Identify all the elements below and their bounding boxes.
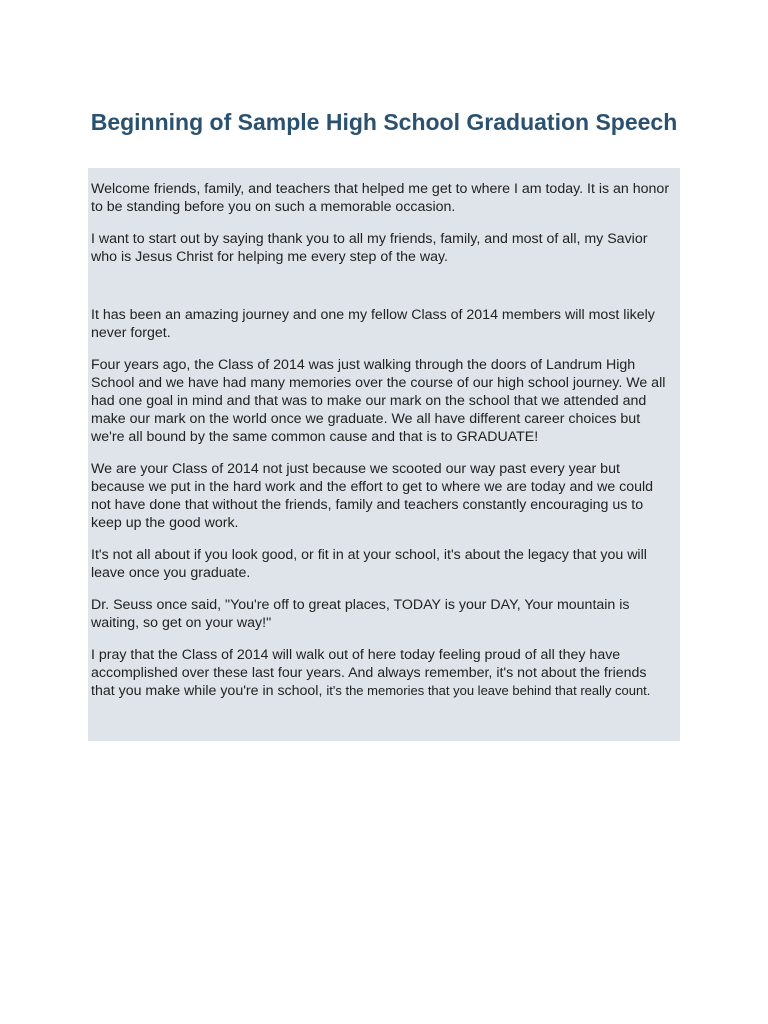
paragraph-journey: It has been an amazing journey and one my fellow Class of 2014 members will most likely never forget. (91, 307, 655, 341)
paragraph-four-years-ago: Four years ago, the Class of 2014 was just walking through the doors of Landrum High School and we have had many memories over the course of our high school journey. We all had one goal in mind and that was to make our mark on the school that we attended and make our mark on the world once we graduate. We all have different career choices but we're all bound by the same common cause and that is to GRADUATE! (91, 357, 666, 445)
paragraph-class-of-2014: We are your Class of 2014 not just because we scooted our way past every year but because we put in the hard work and the effort to get to where we are today and we could not have done that without the friends, family and teachers constantly encouraging us to keep up the good work. (91, 461, 654, 531)
paragraph-welcome: Welcome friends, family, and teachers that helped me get to where I am today. It is an honor to be standing before you on such a memorable occasion. (91, 181, 670, 215)
paragraph-thank-you: I want to start out by saying thank you to all my friends, family, and most of all, my Savior who is Jesus Christ for helping me every step of the way. (91, 231, 648, 265)
paragraph-legacy: It's not all about if you look good, or fit in at your school, it's about the legacy that you will leave once you graduate. (91, 547, 647, 581)
speech-body (88, 168, 680, 741)
paragraph-closing (91, 646, 674, 700)
closing-text-main: I pray that the Class of 2014 will walk out of here today feeling proud of all they have accomplished over these last four years. And always remember, it's not about the friends that you make while you're in school, (91, 647, 647, 699)
page-title: Beginning of Sample High School Graduation Speech (90, 109, 678, 135)
paragraph-dr-seuss-quote: Dr. Seuss once said, "You're off to great places, TODAY is your DAY, Your mountain is waiting, so get on your way!" (91, 597, 630, 631)
closing-text-small: it's the memories that you leave behind that really count. (326, 683, 651, 698)
